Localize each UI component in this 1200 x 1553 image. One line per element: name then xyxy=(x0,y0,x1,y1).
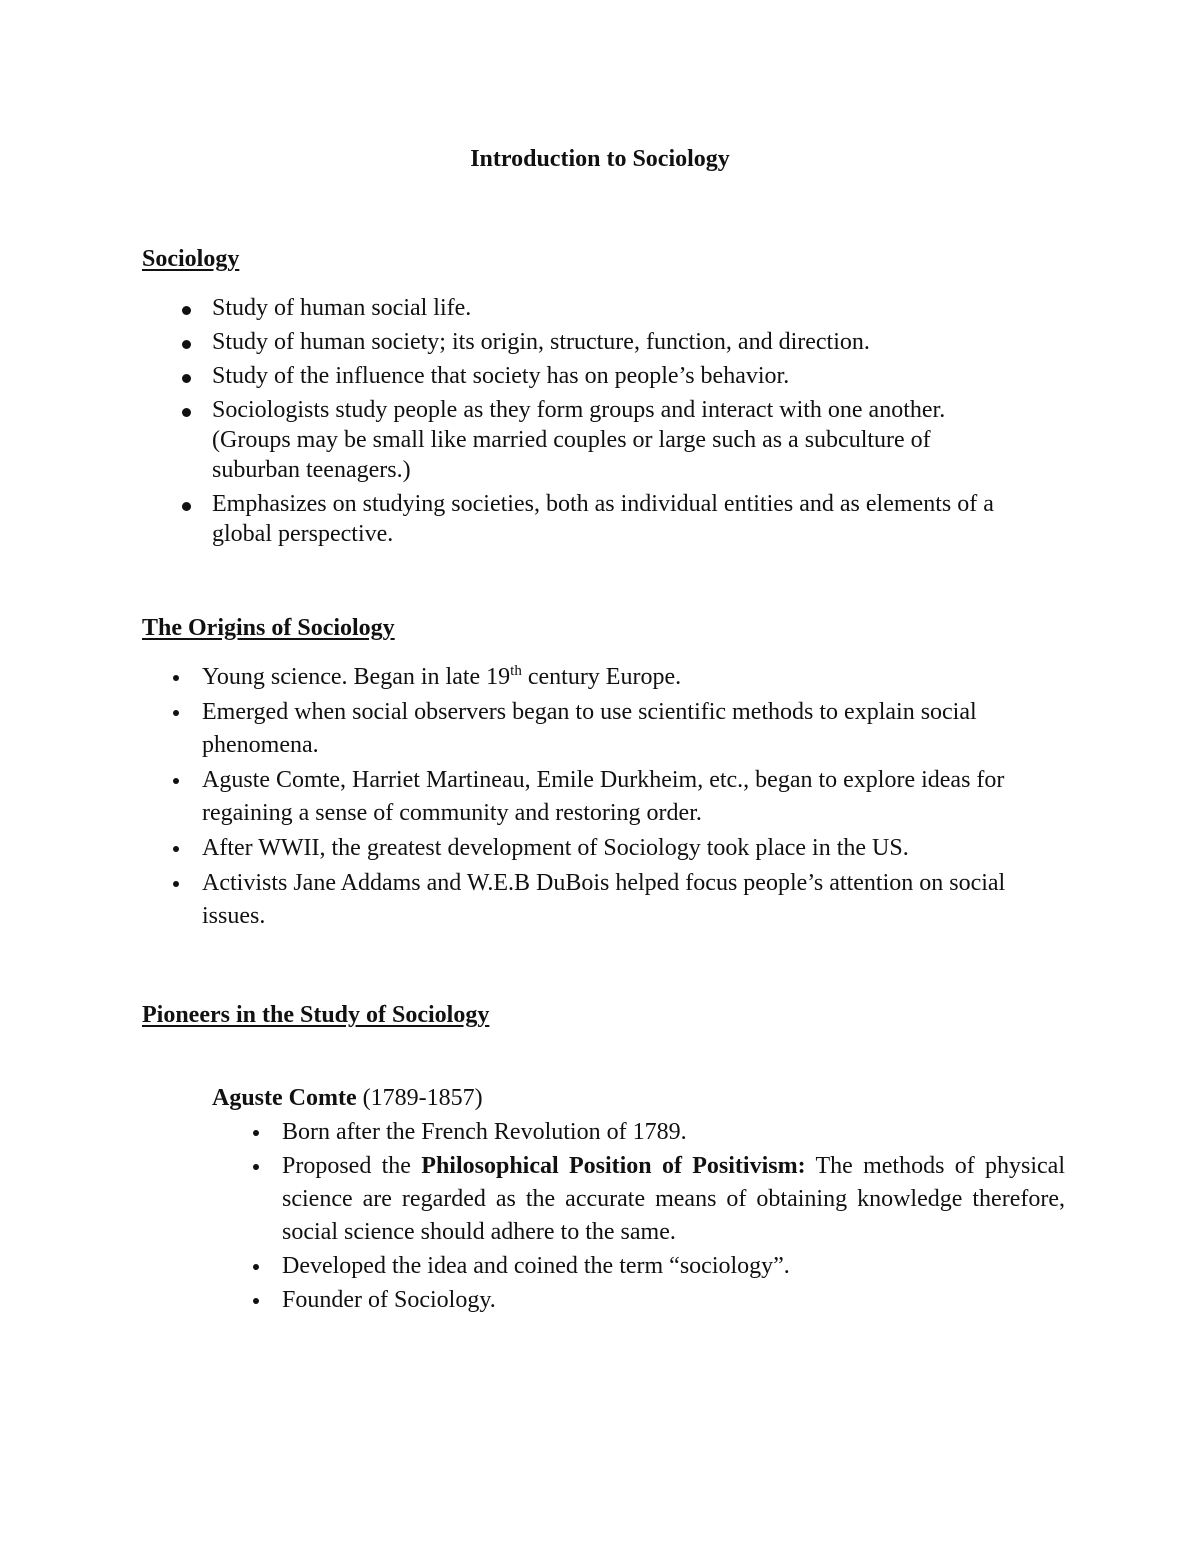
list-item xyxy=(132,661,1062,694)
list-item xyxy=(132,764,1062,830)
list-item-text: Activists Jane Addams and W.E.B DuBois helped focus people’s attention on social issues. xyxy=(202,870,1006,929)
comte-bullet-list xyxy=(205,1116,1065,1318)
section-heading-sociology: Sociology xyxy=(142,246,240,272)
list-item xyxy=(205,1250,1065,1283)
pioneer-name-comte: Aguste Comte (1789-1857) xyxy=(212,1085,483,1111)
list-item xyxy=(142,395,1002,485)
list-item-text: Emphasizes on studying societies, both as individual entities and as elements of a global perspective. xyxy=(212,491,994,547)
list-item-text: Aguste Comte, Harriet Martineau, Emile Durkheim, etc., began to explore ideas for regaining a sense of community and restoring order. xyxy=(202,767,1005,826)
list-item xyxy=(132,867,1062,933)
section-heading-pioneers: Pioneers in the Study of Sociology xyxy=(142,1002,490,1028)
list-item xyxy=(142,293,1002,323)
list-item xyxy=(132,696,1062,762)
list-item xyxy=(205,1116,1065,1149)
list-item-text: Study of the influence that society has on people’s behavior. xyxy=(212,363,790,389)
document-title: Introduction to Sociology xyxy=(470,146,730,172)
list-item-text: Founder of Sociology. xyxy=(282,1287,496,1313)
list-item xyxy=(205,1284,1065,1317)
pioneer-years: (1789-1857) xyxy=(356,1085,483,1111)
list-item-text: Developed the idea and coined the term “sociology”. xyxy=(282,1253,790,1279)
section-heading-origins: The Origins of Sociology xyxy=(142,615,395,641)
list-item xyxy=(132,832,1062,865)
list-item-text: Emerged when social observers began to use scientific methods to explain social phenomena. xyxy=(202,699,977,758)
list-item-text: After WWII, the greatest development of Sociology took place in the US. xyxy=(202,835,909,861)
origins-bullet-list xyxy=(132,661,1062,935)
list-item-text: Proposed the Philosophical Position of Positivism: The methods of physical science are regarded as the accurate means of obtaining knowledge therefore, social science should adhere to the same. xyxy=(282,1153,1066,1245)
sociology-bullet-list xyxy=(142,293,1002,553)
list-item-text: Study of human society; its origin, structure, function, and direction. xyxy=(212,329,870,355)
superscript-ordinal: th xyxy=(510,663,522,679)
list-item xyxy=(142,361,1002,391)
list-item xyxy=(142,489,1002,549)
list-item-text: Study of human social life. xyxy=(212,295,472,321)
list-item-text: Young science. Began in late 19th century Europe. xyxy=(202,663,682,690)
list-item xyxy=(142,327,1002,357)
list-item xyxy=(205,1150,1065,1249)
list-item-text: Born after the French Revolution of 1789. xyxy=(282,1119,687,1145)
list-item-text: Sociologists study people as they form groups and interact with one another. (Groups may be small like married couples or large such as a subculture of suburban teenagers.) xyxy=(212,397,946,483)
positivism-term: Philosophical Position of Positivism: xyxy=(421,1153,806,1179)
